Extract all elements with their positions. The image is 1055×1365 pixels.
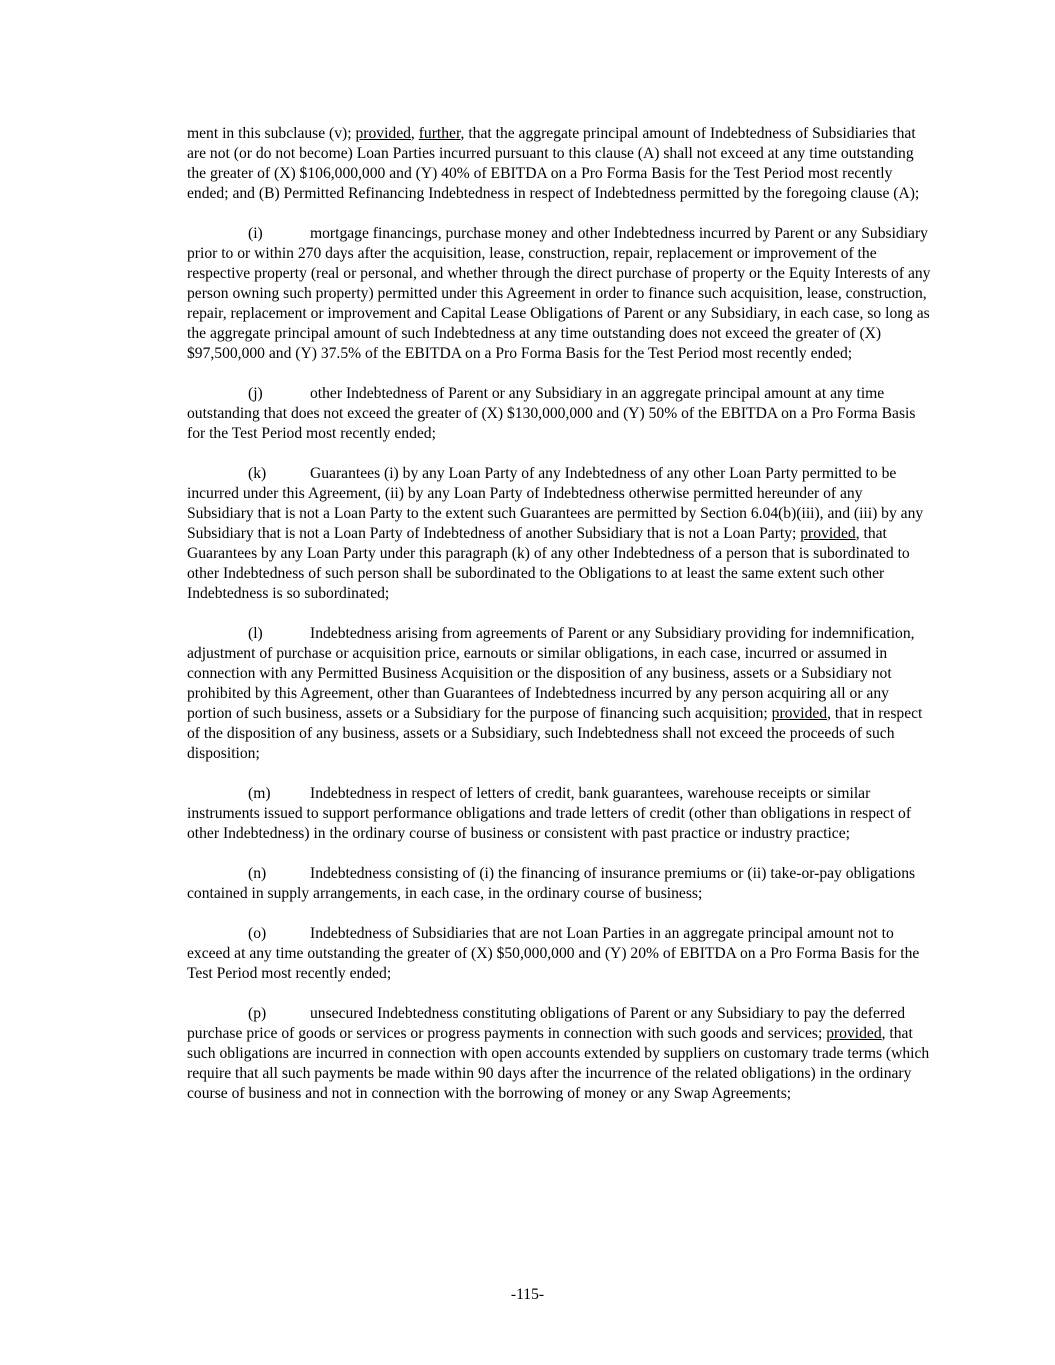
- clause-text: mortgage financings, purchase money and other Indebtedness incurred by Parent or any Subsidiary prior to or within 270 days after the acquisition, lease, construction, repair, replacement or improvement of the respective property (real or personal, and whether through the direct purchase of property or the Equity Interests of any person owning such property) permitted under this Agreement in order to finance such acquisition, lease, construction, repair, replacement or improvement and Capital Lease Obligations of Parent or any Subsidiary, in each case, so long as the aggregate principal amount of such Indebtedness at any time outstanding does not exceed the greater of (X) $97,500,000 and (Y) 37.5% of the EBITDA on a Pro Forma Basis for the Test Period most recently ended;: [187, 225, 931, 362]
- continuation-sep: ,: [410, 125, 419, 142]
- clause-text: Indebtedness consisting of (i) the financing of insurance premiums or (ii) take-or-pay obligations contained in supply arrangements, in each case, in the ordinary course of business;: [187, 865, 916, 902]
- document-body: [187, 124, 932, 1124]
- clause-text-pre: unsecured Indebtedness constituting obligations of Parent or any Subsidiary to pay the deferred purchase price of goods or services or progress payments in connection with such goods and services;: [187, 1005, 906, 1042]
- clause-text-post: , that Guarantees by any Loan Party under this paragraph (k) of any other Indebtedness of a person that is subordinated to other Indebtedness of such person shall be subordinated to the Obligations to at least the same extent such other Indebtedness is so subordinated;: [187, 525, 910, 602]
- clause-label: (j): [248, 385, 263, 402]
- clause-j: [187, 384, 932, 444]
- clause-text-post: , that in respect of the disposition of any business, assets or a Subsidiary, such Indebtedness shall not exceed the proceeds of such disposition;: [187, 705, 923, 762]
- continuation-paragraph: [187, 124, 932, 204]
- clause-label: (i): [248, 225, 263, 242]
- provided-term: provided: [355, 125, 411, 142]
- clause-i: [187, 224, 932, 364]
- clause-label: (m): [248, 785, 271, 802]
- clause-text: Indebtedness in respect of letters of credit, bank guarantees, warehouse receipts or similar instruments issued to support performance obligations and trade letters of credit (other than obligations in respect of other Indebtedness) in the ordinary course of business or consistent with past practice or industry practice;: [187, 785, 912, 842]
- clause-label: (p): [248, 1005, 267, 1022]
- clause-text-post: , that such obligations are incurred in connection with open accounts extended by suppliers on customary trade terms (which require that all such payments be made within 90 days after the incurrence of the related obligations) in the ordinary course of business and not in connection with the borrowing of money or any Swap Agreements;: [187, 1025, 930, 1102]
- clause-k: [187, 464, 932, 604]
- clause-l: [187, 624, 932, 764]
- continuation-pre: ment in this subclause (v);: [187, 125, 356, 142]
- clause-n: [187, 864, 932, 904]
- clause-text: Indebtedness of Subsidiaries that are not Loan Parties in an aggregate principal amount not to exceed at any time outstanding the greater of (X) $50,000,000 and (Y) 20% of EBITDA on a Pro Forma Basis for the Test Period most recently ended;: [187, 925, 920, 982]
- provided-term: provided: [771, 705, 828, 722]
- clause-p: [187, 1004, 932, 1104]
- page-number: -115-: [510, 1286, 545, 1303]
- clause-text: other Indebtedness of Parent or any Subsidiary in an aggregate principal amount at any time outstanding that does not exceed the greater of (X) $130,000,000 and (Y) 50% of the EBITDA on a Pro Forma Basis for the Test Period most recently ended;: [187, 385, 916, 442]
- further-term: further: [418, 125, 461, 142]
- clause-text-pre: Indebtedness arising from agreements of Parent or any Subsidiary providing for indemnification, adjustment of purchase or acquisition price, earnouts or similar obligations, in each case, incurred or assumed in connection with any Permitted Business Acquisition or the disposition of any business, assets or a Subsidiary not prohibited by this Agreement, other than Guarantees of Indebtedness incurred by any person acquiring all or any portion of such business, assets or a Subsidiary for the purpose of financing such acquisition;: [187, 625, 915, 722]
- continuation-rest: , that the aggregate principal amount of Indebtedness of Subsidiaries that are not (or do not become) Loan Parties incurred pursuant to this clause (A) shall not exceed at any time outstanding the greater of (X) $106,000,000 and (Y) 40% of EBITDA on a Pro Forma Basis for the Test Period most recently ended; and (B) Permitted Refinancing Indebtedness in respect of Indebtedness permitted by the foregoing clause (A);: [187, 125, 920, 202]
- clause-m: [187, 784, 932, 844]
- provided-term: provided: [826, 1025, 882, 1042]
- provided-term: provided: [800, 525, 856, 542]
- clause-label: (l): [248, 625, 263, 642]
- clause-label: (o): [248, 925, 267, 942]
- clause-o: [187, 924, 932, 984]
- clause-label: (n): [248, 865, 267, 882]
- clause-label: (k): [248, 465, 267, 482]
- clause-text-pre: Guarantees (i) by any Loan Party of any Indebtedness of any other Loan Party permitted to be incurred under this Agreement, (ii) by any Loan Party of Indebtedness otherwise permitted hereunder of any Subsidiary that is not a Loan Party to the extent such Guarantees are permitted by Section 6.04(b)(iii), and (iii) by any Subsidiary that is not a Loan Party of Indebtedness of another Subsidiary that is not a Loan Party;: [187, 465, 924, 542]
